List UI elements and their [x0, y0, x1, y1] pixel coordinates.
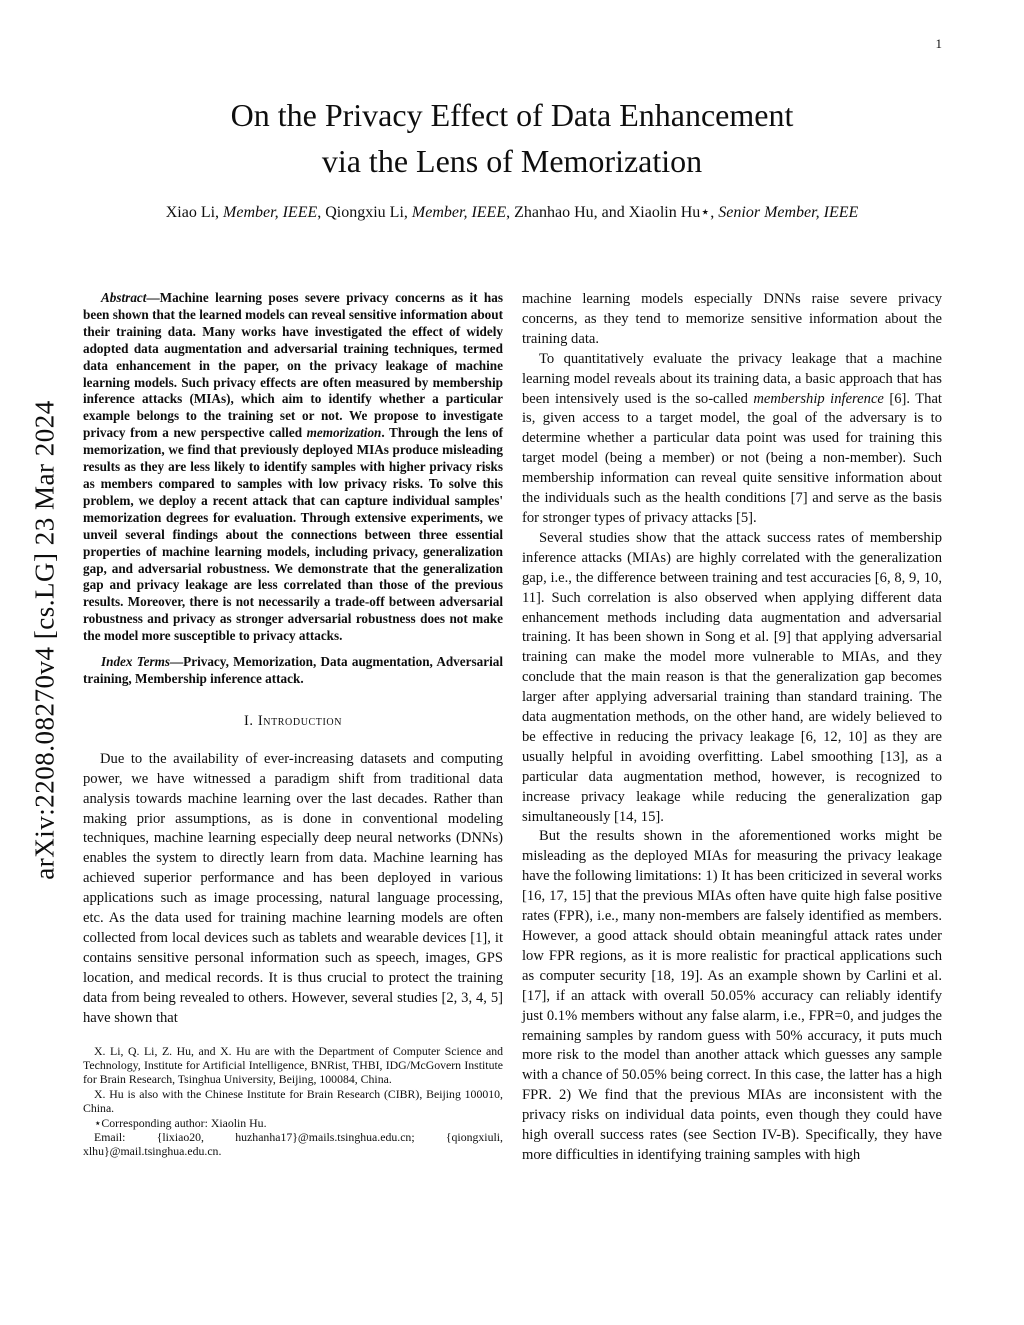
footnote-block	[83, 1044, 503, 1159]
abstract-label: Abstract	[101, 290, 147, 305]
index-terms-paragraph	[83, 654, 503, 688]
index-terms-text: —Privacy, Memorization, Data augmentation, Adversarial training, Membership inference attack.	[83, 654, 503, 686]
right-paragraph-1: machine learning models especially DNNs raise severe privacy concerns, as they tend to memorize sensitive information about the training data.	[522, 291, 942, 347]
footnote-affiliation-2: X. Hu is also with the Chinese Institute for Brain Research (CIBR), Beijing 100010, China.	[83, 1086, 503, 1116]
abstract-text: —Machine learning poses severe privacy concerns as it has been shown that the learned models can reveal sensitive information about their training data. Many works have investigated the effect of widely adopted data augmentation and adversarial training techniques, termed data enhancement in the paper, on the privacy leakage of machine learning models. Such privacy effects are often measured by membership inference attacks (MIAs), which aim to identify whether a particular example belongs to the training set or not. We propose to investigate privacy from a new perspective called memorization. Through the lens of memorization, we find that previously deployed MIAs produce misleading results as they are less likely to identify samples with higher privacy risks as members compared to samples with low privacy risks. To solve this problem, we deploy a recent attack that can capture individual samples' memorization degrees for evaluation. Through extensive experiments, we unveil several findings about the connections between three essential properties of machine learning models, including privacy, generalization gap, and adversarial robustness. We demonstrate that the generalization gap and privacy leakage are less correlated than those of the previous results. Moreover, there is not necessarily a trade-off between adversarial robustness and privacy as stronger adversarial robustness does not make the model more susceptible to privacy attacks.	[83, 290, 503, 644]
footnote-corresponding-author: ⋆Corresponding author: Xiaolin Hu.	[94, 1115, 267, 1130]
intro-paragraph: Due to the availability of ever-increasing datasets and computing power, we have witnessed a paradigm shift from traditional data analysis towards machine learning over the last decades. Rather than making prior assumptions, as is done in conventional modeling techniques, machine learning especially deep neural networks (DNNs) enables the system to directly learn from data. Machine learning has achieved superior performance and has been deployed in various applications such as image processing, natural language processing, etc. As the data used for training machine learning models are often collected from local devices such as tablets and wearable devices [1], it contains sensitive personal information such as speech, images, GPS location, and medical records. It is thus crucial to protect the training data from being revealed to others. However, several studies [2, 3, 4, 5] have shown that	[83, 750, 503, 1026]
page-number: 1	[935, 36, 942, 51]
right-paragraph-3: Several studies show that the attack success rates of membership inference attacks (MIAs) are highly correlated with the generalization gap, i.e., the difference between training and test accuracies [6, 8, 9, 10, 11]. Such correlation is also observed when applying different data enhancement methods including data augmentation and adversarial training. It has been shown in Song et al. [9] that applying adversarial training can make the model more vulnerable to MIAs, and they conclude that the main reason is that the generalization gap becomes larger after applying adversarial training than standard training. The data augmentation methods, on the other hand, are widely believed to be effective in reducing the privacy leakage [6, 12, 10] as they are usually helpful in avoiding overfitting. Label smoothing [13], as a particular data augmentation method, however, is recognized to increase privacy leakage while reducing the generalization gap simultaneously [14, 15].	[522, 529, 942, 825]
right-column	[522, 290, 942, 1166]
right-paragraph-2: To quantitatively evaluate the privacy leakage that a machine learning model reveals about its training data, a basic approach that has been intensively used is the so-called membership inference [6]. That is, given access to a target model, the goal of the adversary is to determine whether a particular data point was used for training this target model (being a member) or not (being a non-member). Such membership information can reveal quite sensitive information about the individuals such as the health conditions [7] and serve as the basis for stronger types of privacy attacks [5].	[522, 350, 942, 526]
section-heading-introduction: I. Introduction	[243, 712, 343, 729]
title-line-2: via the Lens of Memorization	[321, 143, 703, 179]
right-paragraph-4: But the results shown in the aforementioned works might be misleading as the deployed MIAs for measuring the privacy leakage have the following limitations: 1) It has been criticized in several works [16, 17, 15] that the previous MIAs often have quite high false positive rates (FPR), i.e., many non-members are falsely identified as members. However, a good attack should obtain meaningful attack rates under low FPR regions, as it is more realistic for practical applications such as computer security [18, 19]. As an example shown by Carlini et al. [17], if an attack with overall 50.05% accuracy can reliably identify just 0.1% members without any false alarm, i.e., FPR=0, and judges the remaining samples by random guess with 50% accuracy, it puts much more risk to the model than another attack which guesses any sample with a chance of 50.05% being correct. In this case, the latter has a high FPR. 2) We find that the previous MIAs are inconsistent with the privacy risks on individual data points, even though they could have high overall success rates (see Section IV-B). Specifically, they have more difficulties in identifying training samples with high	[522, 828, 942, 1163]
paper-header	[0, 92, 1024, 222]
abstract-paragraph	[83, 290, 503, 645]
arxiv-watermark: arXiv:2208.08270v4 [cs.LG] 23 Mar 2024	[29, 400, 60, 880]
title-line-1: On the Privacy Effect of Data Enhancement	[230, 97, 794, 133]
two-column-body	[83, 290, 942, 1166]
footnote-affiliation-1: X. Li, Q. Li, Z. Hu, and X. Hu are with the Department of Computer Science and Technology, Institute for Artificial Intelligence, BNRist, THBI, IDG/McGovern Institute for Brain Research, Tsinghua University, Beijing, 100084, China.	[83, 1043, 503, 1087]
left-column	[83, 290, 503, 1166]
index-terms-label: Index Terms	[101, 654, 170, 670]
paper-title	[0, 92, 1024, 184]
footnote-email: Email: {lixiao20, huzhanha17}@mails.tsinghua.edu.cn; {qiongxiuli, xlhu}@mail.tsinghua.edu.cn.	[83, 1129, 503, 1159]
author-line: Xiao Li, Member, IEEE, Qiongxiu Li, Member, IEEE, Zhanhao Hu, and Xiaolin Hu⋆, Senior Member, IEEE	[165, 204, 859, 221]
